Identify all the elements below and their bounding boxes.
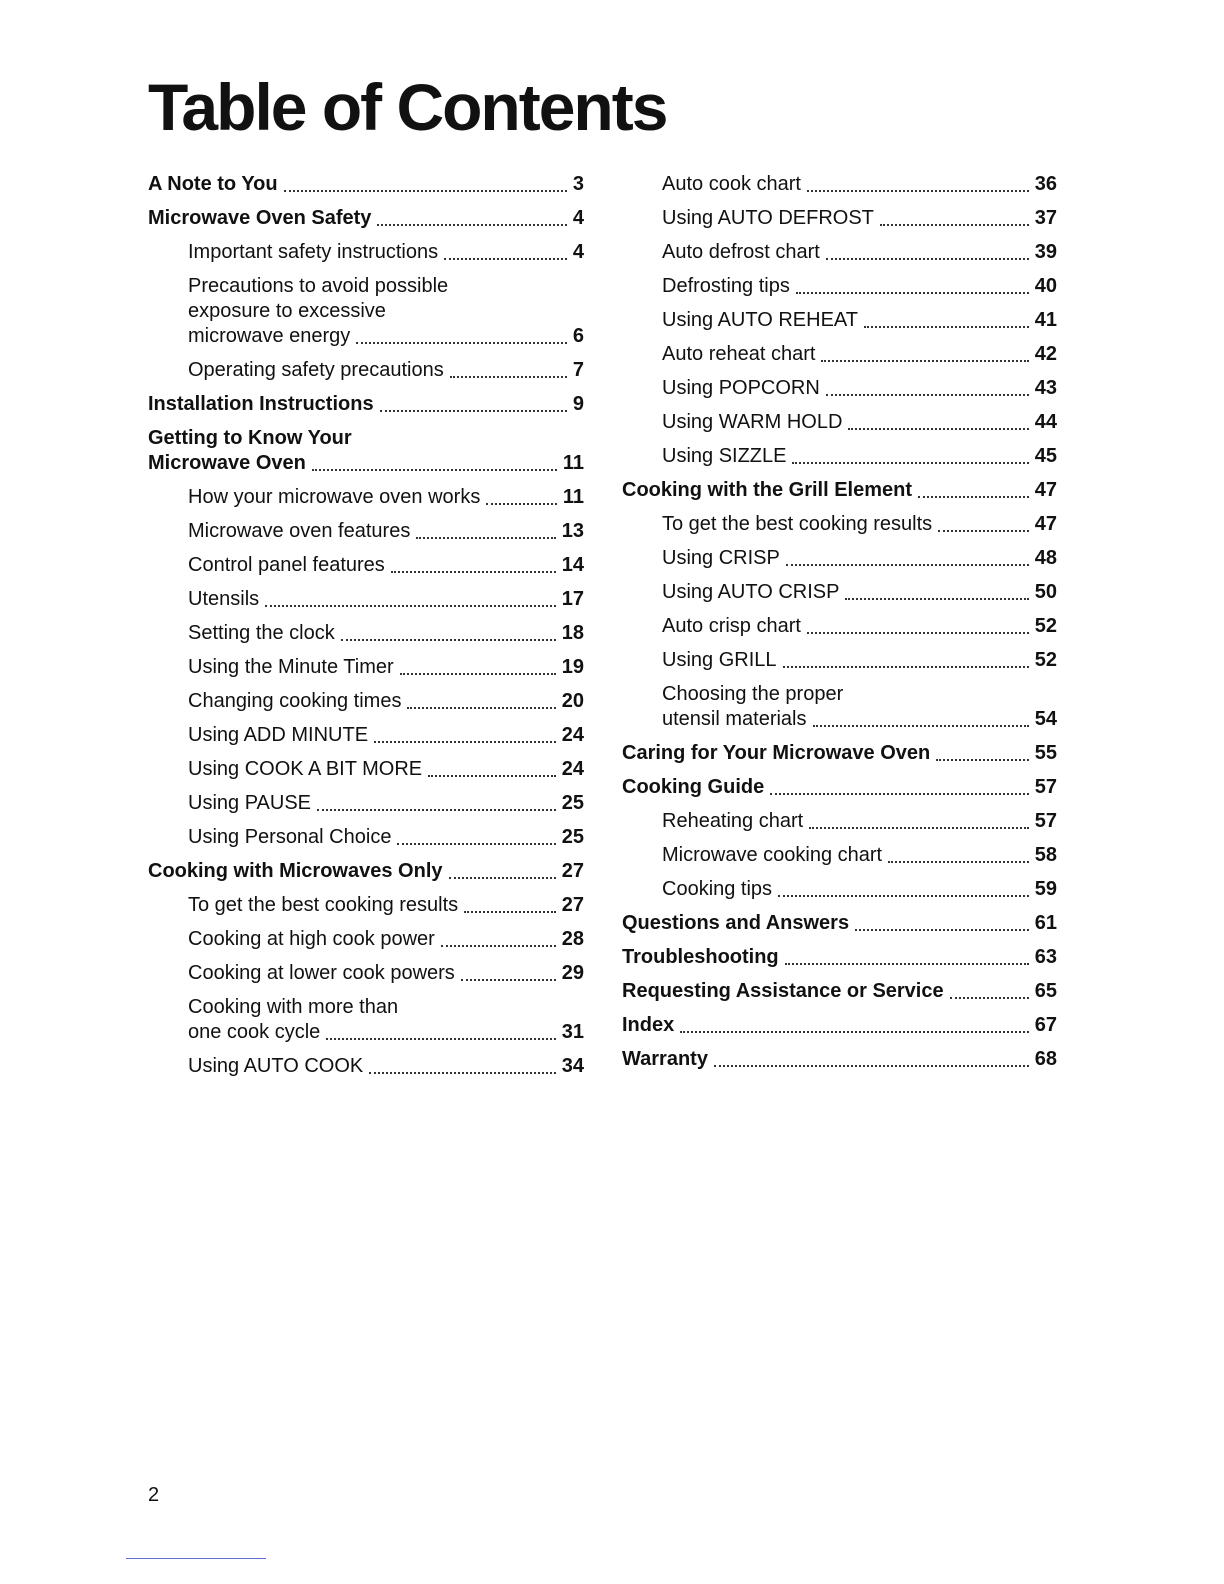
toc-page-number: 40 — [1034, 275, 1057, 297]
toc-page-number: 13 — [561, 520, 584, 542]
toc-subsection-entry[interactable] — [622, 444, 1057, 469]
toc-subsection-entry[interactable] — [148, 655, 584, 680]
toc-entry-label: Getting to Know Your — [148, 427, 352, 449]
toc-section-entry[interactable] — [622, 775, 1057, 800]
toc-page-number: 61 — [1034, 912, 1057, 934]
toc-entry-label: Using the Minute Timer — [188, 656, 394, 678]
dot-leader — [880, 224, 1029, 226]
toc-page-number: 36 — [1034, 173, 1057, 195]
toc-entry-label: Important safety instructions — [188, 241, 439, 263]
toc-entry-label: Auto crisp chart — [662, 615, 801, 637]
toc-subsection-entry[interactable] — [148, 274, 584, 349]
toc-entry-label: Troubleshooting — [622, 946, 779, 968]
toc-page-number: 63 — [1034, 946, 1057, 968]
toc-subsection-entry[interactable] — [148, 995, 584, 1045]
toc-page-number: 20 — [561, 690, 584, 712]
dot-leader — [380, 410, 567, 412]
toc-entry-label: Using SIZZLE — [662, 445, 787, 467]
toc-entry-label: Requesting Assistance or Service — [622, 980, 944, 1002]
toc-page-number: 9 — [572, 393, 584, 415]
dot-leader — [770, 793, 1029, 795]
toc-page-number: 7 — [572, 359, 584, 381]
toc-section-entry[interactable] — [622, 478, 1057, 503]
toc-subsection-entry[interactable] — [148, 825, 584, 850]
toc-entry-label: Cooking Guide — [622, 776, 765, 798]
toc-page-number: 27 — [561, 860, 584, 882]
toc-entry-label: Microwave Oven Safety — [148, 207, 372, 229]
toc-page-number: 19 — [561, 656, 584, 678]
toc-subsection-entry[interactable] — [148, 240, 584, 265]
dot-leader — [377, 224, 566, 226]
toc-entry-label: Cooking with more than — [188, 996, 399, 1018]
dot-leader — [341, 639, 556, 641]
toc-page-number: 47 — [1034, 479, 1057, 501]
dot-leader — [950, 997, 1029, 999]
toc-subsection-entry[interactable] — [622, 809, 1057, 834]
toc-entry-label: Auto reheat chart — [662, 343, 816, 365]
toc-section-entry[interactable] — [148, 426, 584, 476]
toc-subsection-entry[interactable] — [148, 485, 584, 510]
toc-entry-label: Defrosting tips — [662, 275, 790, 297]
dot-leader — [809, 827, 1029, 829]
toc-entry-label: Using AUTO DEFROST — [662, 207, 874, 229]
toc-page-number: 48 — [1034, 547, 1057, 569]
toc-section-entry[interactable] — [622, 945, 1057, 970]
dot-leader — [449, 877, 556, 879]
toc-page-number: 29 — [561, 962, 584, 984]
toc-subsection-entry[interactable] — [148, 791, 584, 816]
dot-leader — [397, 843, 555, 845]
toc-entry-label: Changing cooking times — [188, 690, 402, 712]
toc-entry-label: Cooking at lower cook powers — [188, 962, 455, 984]
toc-page-number: 39 — [1034, 241, 1057, 263]
dot-leader — [680, 1031, 1029, 1033]
toc-entry-label: exposure to excessive — [188, 300, 386, 322]
toc-entry-label: Installation Instructions — [148, 393, 374, 415]
dot-leader — [312, 469, 557, 471]
toc-page-number: 28 — [561, 928, 584, 950]
toc-page-number: 25 — [561, 826, 584, 848]
toc-page-number: 4 — [572, 241, 584, 263]
toc-section-entry[interactable] — [148, 206, 584, 231]
dot-leader — [792, 462, 1028, 464]
dot-leader — [845, 598, 1028, 600]
toc-right-column — [622, 172, 1057, 1081]
toc-page-number: 31 — [561, 1021, 584, 1043]
toc-subsection-entry[interactable] — [148, 553, 584, 578]
toc-entry-label: Precautions to avoid possible — [188, 275, 449, 297]
toc-subsection-entry[interactable] — [622, 172, 1057, 197]
toc-subsection-entry[interactable] — [148, 358, 584, 383]
dot-leader — [444, 258, 567, 260]
toc-entry-label: Cooking with the Grill Element — [622, 479, 913, 501]
toc-entry-label: Questions and Answers — [622, 912, 850, 934]
toc-page-number: 11 — [562, 486, 584, 508]
page-title: Table of Contents — [148, 70, 667, 144]
toc-entry-label: Using AUTO REHEAT — [662, 309, 858, 331]
toc-entry-label: Utensils — [188, 588, 260, 610]
toc-subsection-entry[interactable] — [148, 1054, 584, 1079]
dot-leader — [785, 963, 1029, 965]
toc-entry-label: microwave energy — [188, 325, 351, 347]
toc-subsection-entry[interactable] — [622, 376, 1057, 401]
toc-subsection-entry[interactable] — [622, 648, 1057, 673]
toc-page-number: 11 — [562, 452, 584, 474]
toc-page-number: 68 — [1034, 1048, 1057, 1070]
toc-entry-label: Operating safety precautions — [188, 359, 444, 381]
toc-page-number: 3 — [572, 173, 584, 195]
toc-page-number: 24 — [561, 758, 584, 780]
dot-leader — [778, 895, 1029, 897]
toc-page-number: 14 — [561, 554, 584, 576]
toc-page-number: 4 — [572, 207, 584, 229]
toc-subsection-entry[interactable] — [148, 893, 584, 918]
toc-subsection-entry[interactable] — [622, 274, 1057, 299]
toc-page-number: 52 — [1034, 615, 1057, 637]
dot-leader — [265, 605, 556, 607]
toc-page-number: 34 — [561, 1055, 584, 1077]
toc-entry-label: utensil materials — [662, 708, 807, 730]
dot-leader — [783, 666, 1029, 668]
toc-page-number: 59 — [1034, 878, 1057, 900]
toc-page-number: 67 — [1034, 1014, 1057, 1036]
toc-page-number: 47 — [1034, 513, 1057, 535]
toc-page-number: 55 — [1034, 742, 1057, 764]
dot-leader — [317, 809, 556, 811]
toc-entry-label: Using GRILL — [662, 649, 777, 671]
toc-page-number: 65 — [1034, 980, 1057, 1002]
toc-page-number: 24 — [561, 724, 584, 746]
toc-page-number: 6 — [572, 325, 584, 347]
toc-entry-label: Using POPCORN — [662, 377, 820, 399]
toc-section-entry[interactable] — [622, 979, 1057, 1004]
footer-rule — [126, 1558, 266, 1559]
toc-subsection-entry[interactable] — [148, 689, 584, 714]
toc-page-number: 37 — [1034, 207, 1057, 229]
toc-subsection-entry[interactable] — [622, 240, 1057, 265]
toc-subsection-entry[interactable] — [622, 206, 1057, 231]
toc-entry-label: To get the best cooking results — [662, 513, 933, 535]
toc-entry-label: Cooking at high cook power — [188, 928, 435, 950]
toc-subsection-entry[interactable] — [148, 723, 584, 748]
dot-leader — [807, 632, 1029, 634]
toc-entry-label: A Note to You — [148, 173, 278, 195]
toc-entry-label: Auto cook chart — [662, 173, 801, 195]
dot-leader — [864, 326, 1029, 328]
toc-subsection-entry[interactable] — [622, 308, 1057, 333]
toc-page-number: 54 — [1034, 708, 1057, 730]
dot-leader — [807, 190, 1029, 192]
toc-entry-label: Caring for Your Microwave Oven — [622, 742, 931, 764]
dot-leader — [464, 911, 556, 913]
toc-page-number: 17 — [561, 588, 584, 610]
dot-leader — [826, 258, 1029, 260]
dot-leader — [918, 496, 1029, 498]
toc-entry-label: Microwave cooking chart — [662, 844, 883, 866]
toc-section-entry[interactable] — [622, 911, 1057, 936]
dot-leader — [486, 503, 557, 505]
toc-subsection-entry[interactable] — [622, 682, 1057, 732]
toc-subsection-entry[interactable] — [622, 342, 1057, 367]
toc-entry-label: Using WARM HOLD — [662, 411, 843, 433]
dot-leader — [284, 190, 567, 192]
toc-subsection-entry[interactable] — [148, 757, 584, 782]
dot-leader — [400, 673, 556, 675]
toc-entry-label: Cooking tips — [662, 878, 773, 900]
toc-entry-label: Auto defrost chart — [662, 241, 820, 263]
toc-entry-label: Warranty — [622, 1048, 708, 1070]
toc-entry-label: How your microwave oven works — [188, 486, 481, 508]
toc-page-number: 45 — [1034, 445, 1057, 467]
toc-section-entry[interactable] — [622, 741, 1057, 766]
toc-subsection-entry[interactable] — [148, 587, 584, 612]
toc-page-number: 18 — [561, 622, 584, 644]
dot-leader — [786, 564, 1029, 566]
toc-subsection-entry[interactable] — [148, 961, 584, 986]
toc-entry-label: one cook cycle — [188, 1021, 321, 1043]
toc-subsection-entry[interactable] — [148, 519, 584, 544]
dot-leader — [450, 376, 567, 378]
toc-page-number: 57 — [1034, 776, 1057, 798]
toc-subsection-entry[interactable] — [622, 614, 1057, 639]
dot-leader — [813, 725, 1029, 727]
toc-entry-label: Reheating chart — [662, 810, 804, 832]
dot-leader — [821, 360, 1028, 362]
dot-leader — [326, 1038, 555, 1040]
toc-left-column — [148, 172, 584, 1088]
toc-entry-label: Using PAUSE — [188, 792, 312, 814]
toc-subsection-entry[interactable] — [622, 843, 1057, 868]
toc-section-entry[interactable] — [148, 172, 584, 197]
toc-section-entry[interactable] — [622, 1047, 1057, 1072]
toc-page-number: 27 — [561, 894, 584, 916]
toc-page-number: 57 — [1034, 810, 1057, 832]
dot-leader — [391, 571, 556, 573]
toc-entry-label: Using CRISP — [662, 547, 780, 569]
toc-subsection-entry[interactable] — [622, 877, 1057, 902]
toc-subsection-entry[interactable] — [622, 546, 1057, 571]
toc-entry-label: Control panel features — [188, 554, 385, 576]
toc-page-number: 50 — [1034, 581, 1057, 603]
dot-leader — [936, 759, 1029, 761]
dot-leader — [938, 530, 1029, 532]
dot-leader — [407, 707, 555, 709]
toc-page-number: 52 — [1034, 649, 1057, 671]
toc-entry-label: Index — [622, 1014, 675, 1036]
toc-entry-label: Microwave oven features — [188, 520, 411, 542]
dot-leader — [369, 1072, 556, 1074]
toc-section-entry[interactable] — [622, 1013, 1057, 1038]
dot-leader — [441, 945, 556, 947]
toc-entry-label: Using AUTO CRISP — [662, 581, 840, 603]
toc-entry-label: Using COOK A BIT MORE — [188, 758, 423, 780]
dot-leader — [888, 861, 1029, 863]
toc-page-number: 42 — [1034, 343, 1057, 365]
dot-leader — [461, 979, 556, 981]
toc-section-entry[interactable] — [148, 859, 584, 884]
toc-subsection-entry[interactable] — [622, 580, 1057, 605]
toc-page-number: 58 — [1034, 844, 1057, 866]
toc-page-number: 43 — [1034, 377, 1057, 399]
toc-subsection-entry[interactable] — [148, 621, 584, 646]
toc-subsection-entry[interactable] — [622, 512, 1057, 537]
dot-leader — [374, 741, 556, 743]
toc-entry-label: Setting the clock — [188, 622, 335, 644]
toc-entry-label: Choosing the proper — [662, 683, 844, 705]
toc-entry-label: Using Personal Choice — [188, 826, 392, 848]
toc-page-number: 25 — [561, 792, 584, 814]
toc-entry-label: Using ADD MINUTE — [188, 724, 369, 746]
dot-leader — [826, 394, 1029, 396]
dot-leader — [714, 1065, 1029, 1067]
toc-page-number: 41 — [1034, 309, 1057, 331]
dot-leader — [416, 537, 555, 539]
toc-entry-label: Microwave Oven — [148, 452, 306, 474]
dot-leader — [796, 292, 1029, 294]
toc-section-entry[interactable] — [148, 392, 584, 417]
toc-entry-label: Cooking with Microwaves Only — [148, 860, 443, 882]
toc-page-number: 44 — [1034, 411, 1057, 433]
dot-leader — [848, 428, 1028, 430]
toc-subsection-entry[interactable] — [148, 927, 584, 952]
page-number: 2 — [148, 1484, 160, 1506]
dot-leader — [428, 775, 556, 777]
dot-leader — [356, 342, 567, 344]
toc-entry-label: Using AUTO COOK — [188, 1055, 364, 1077]
toc-entry-label: To get the best cooking results — [188, 894, 459, 916]
toc-subsection-entry[interactable] — [622, 410, 1057, 435]
dot-leader — [855, 929, 1029, 931]
